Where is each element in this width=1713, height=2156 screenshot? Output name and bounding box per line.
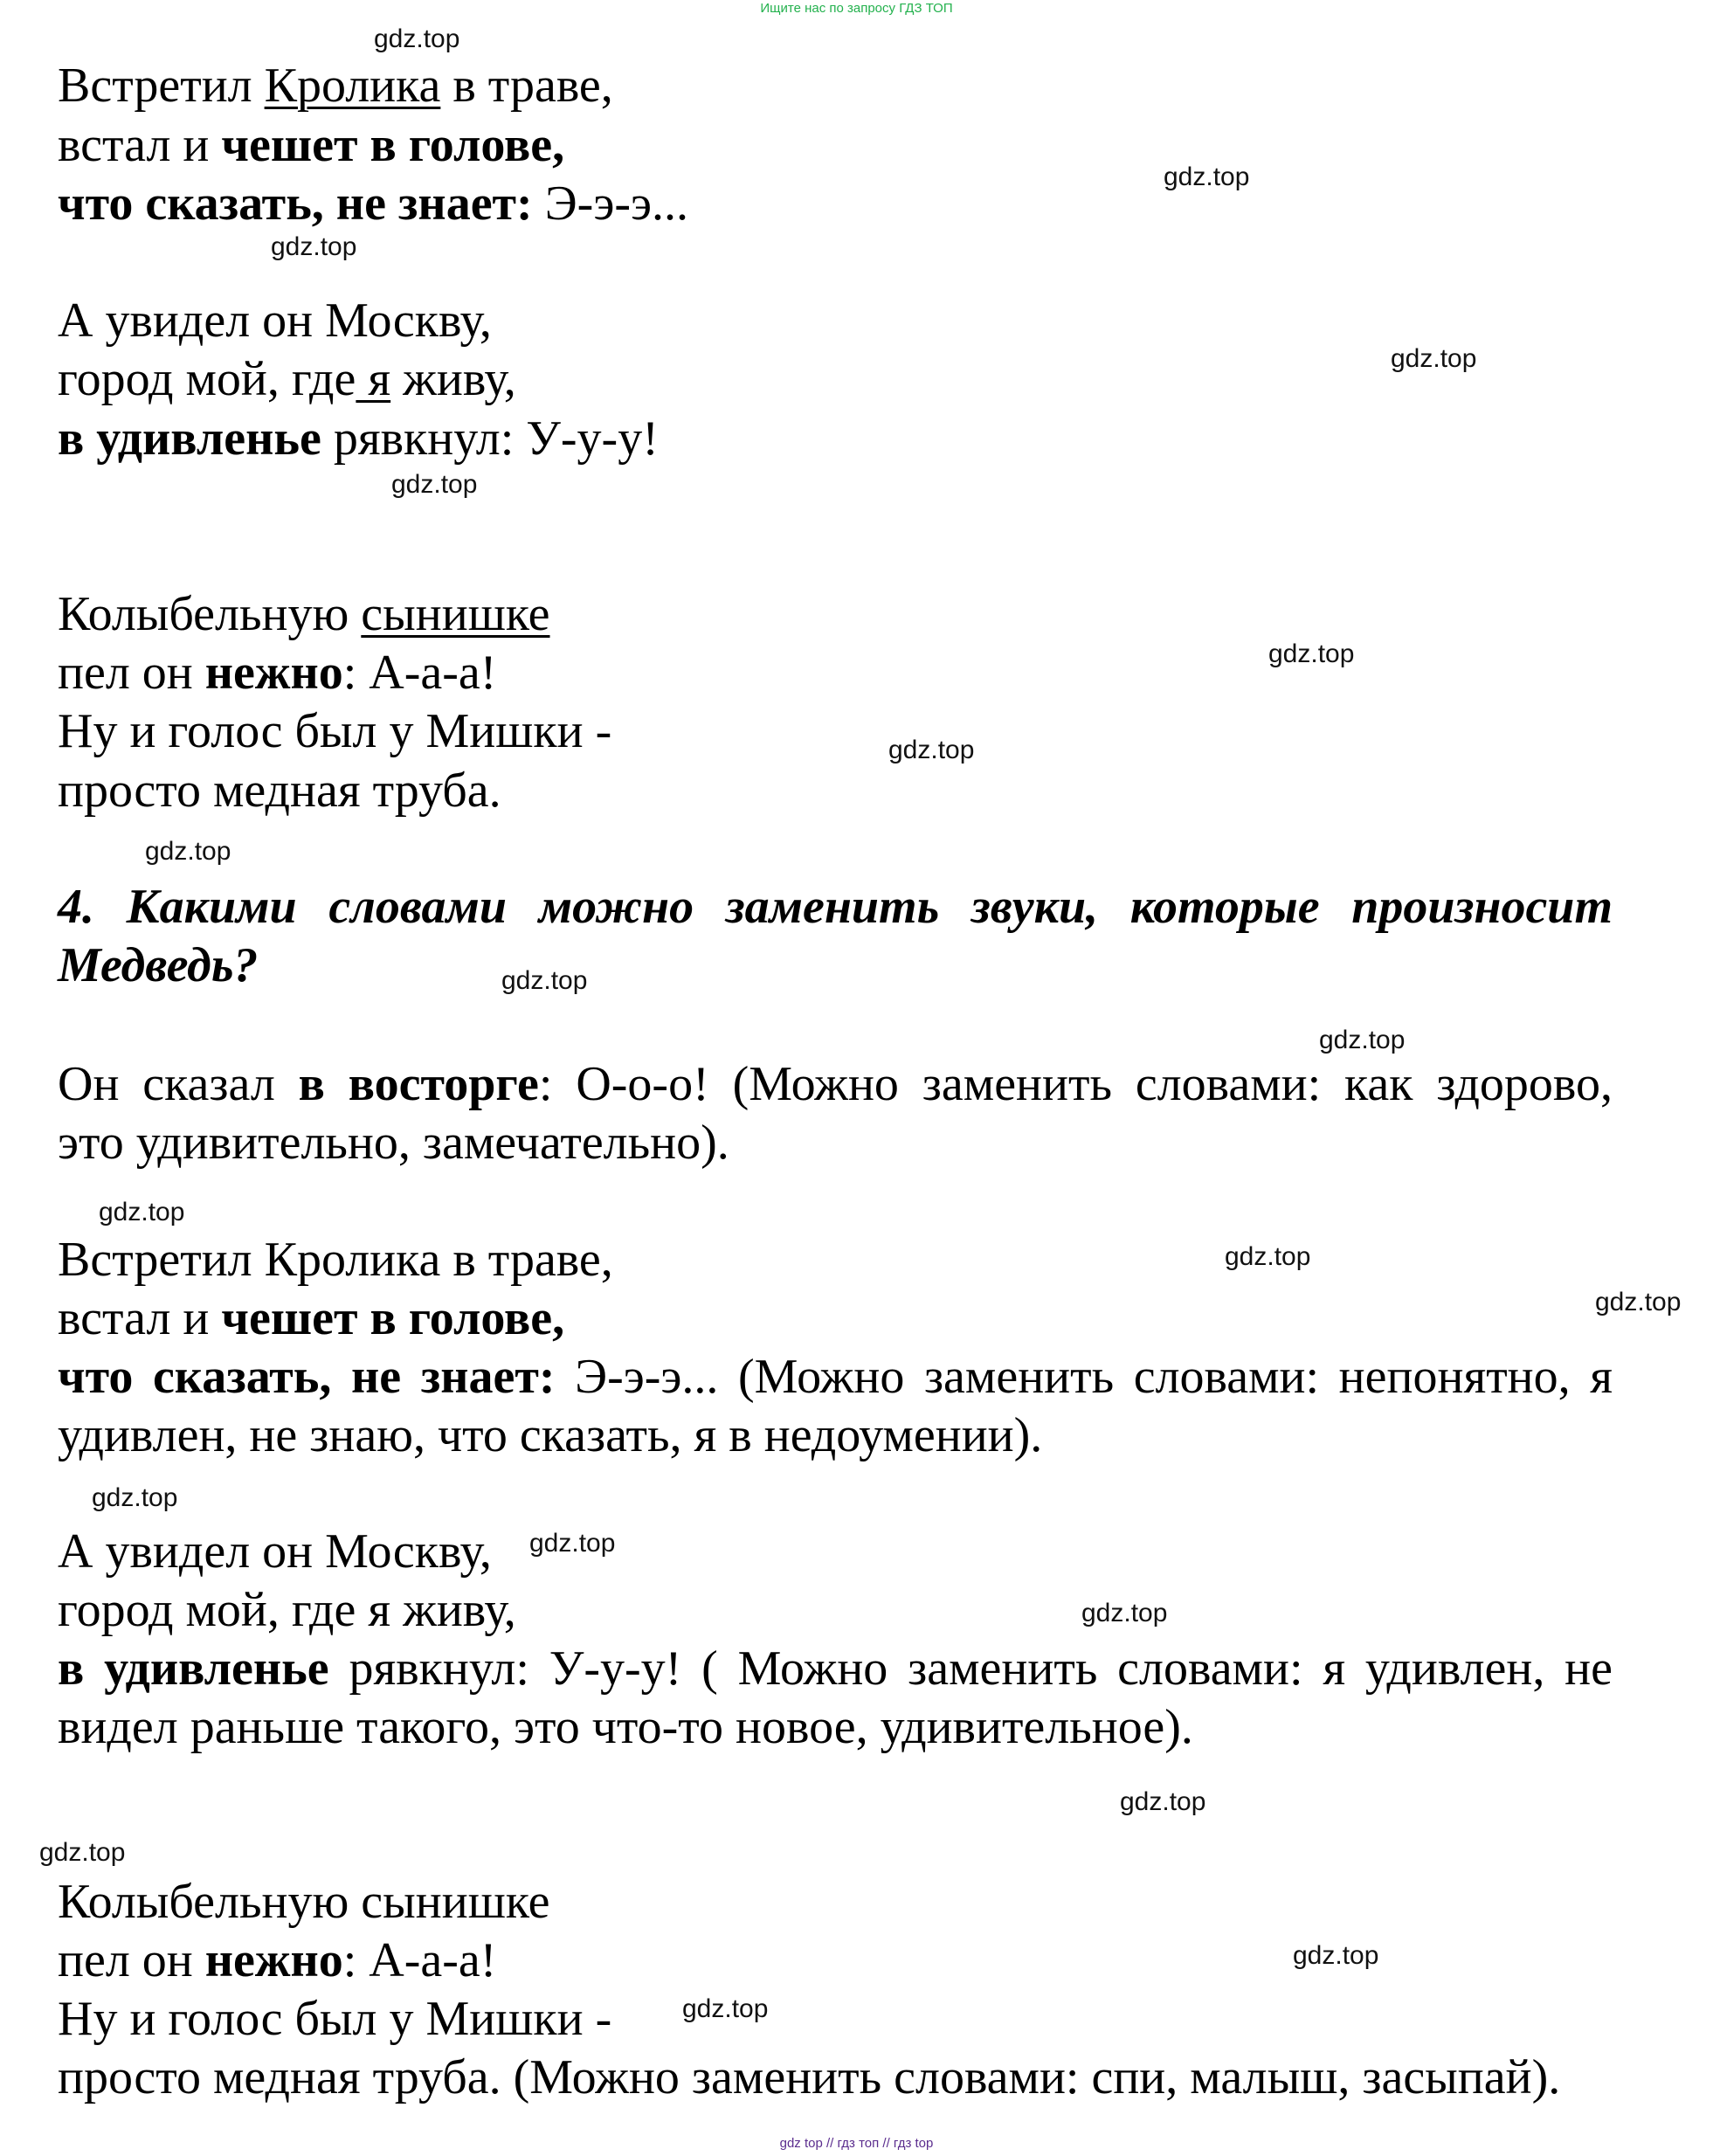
watermark: gdz.top (99, 1198, 185, 1227)
poem-line: Встретил Кролика в траве, (58, 59, 613, 113)
answer-line: А увидел он Москву, (58, 1524, 492, 1579)
top-banner: Ищите нас по запросу ГДЗ ТОП (760, 1, 953, 16)
underlined-word: сынишке (361, 587, 550, 641)
watermark: gdz.top (1293, 1941, 1379, 1970)
poem-line: что сказать, не знает: Э-э-э... (58, 176, 689, 231)
watermark: gdz.top (39, 1838, 126, 1867)
bottom-banner: gdz top // гдз топ // гдз top (779, 2136, 934, 2151)
answer-line: Встретил Кролика в траве, (58, 1233, 613, 1287)
poem-line: просто медная труба. (58, 764, 501, 818)
answer-line: что сказать, не знает: Э-э-э... (Можно заменить словами: непонятно, я (58, 1350, 1613, 1404)
poem-line: город мой, где я живу, (58, 352, 516, 406)
poem-line: встал и чешет в голове, (58, 118, 565, 172)
watermark: gdz.top (529, 1529, 616, 1558)
watermark: gdz.top (501, 966, 588, 995)
watermark: gdz.top (92, 1483, 178, 1512)
answer-line: встал и чешет в голове, (58, 1291, 565, 1345)
answer-line: в удивленье рявкнул: У-у-у! ( Можно заменить словами: я удивлен, не (58, 1641, 1613, 1696)
watermark: gdz.top (1391, 344, 1477, 373)
answer-line: Он сказал в восторге: О-о-о! (Можно заменить словами: как здорово, (58, 1057, 1613, 1111)
answer-line: это удивительно, замечательно). (58, 1116, 729, 1170)
poem-line: в удивленье рявкнул: У-у-у! (58, 411, 659, 466)
watermark: gdz.top (271, 232, 357, 261)
watermark: gdz.top (888, 736, 975, 764)
underlined-word: я (356, 352, 391, 406)
watermark: gdz.top (145, 837, 231, 866)
watermark: gdz.top (374, 24, 460, 53)
watermark: gdz.top (682, 1994, 769, 2023)
answer-line: Колыбельную сынишке (58, 1875, 550, 1929)
watermark: gdz.top (1120, 1787, 1206, 1816)
question-heading-cont: Медведь? (58, 938, 259, 992)
question-heading: 4. Какими словами можно заменить звуки, которые произносит (58, 880, 1613, 934)
watermark: gdz.top (1595, 1288, 1682, 1316)
watermark: gdz.top (1081, 1599, 1168, 1627)
watermark: gdz.top (1164, 162, 1250, 191)
watermark: gdz.top (1268, 639, 1355, 668)
answer-line: пел он нежно: А-а-а! (58, 1933, 497, 1987)
watermark: gdz.top (1225, 1242, 1311, 1271)
poem-line: А увидел он Москву, (58, 294, 492, 348)
poem-line: пел он нежно: А-а-а! (58, 646, 497, 700)
watermark: gdz.top (1319, 1026, 1406, 1054)
poem-line: Ну и голос был у Мишки - (58, 704, 612, 758)
answer-line: удивлен, не знаю, что сказать, я в недоумении). (58, 1408, 1043, 1462)
poem-line: Колыбельную сынишке (58, 587, 550, 641)
answer-line: город мой, где я живу, (58, 1583, 516, 1637)
answer-line: Ну и голос был у Мишки - (58, 1992, 612, 2046)
underlined-word: Кролика (264, 59, 441, 113)
answer-line: просто медная труба. (Можно заменить словами: спи, малыш, засыпай). (58, 2050, 1561, 2104)
watermark: gdz.top (391, 470, 478, 499)
answer-line: видел раньше такого, это что-то новое, удивительное). (58, 1700, 1193, 1754)
